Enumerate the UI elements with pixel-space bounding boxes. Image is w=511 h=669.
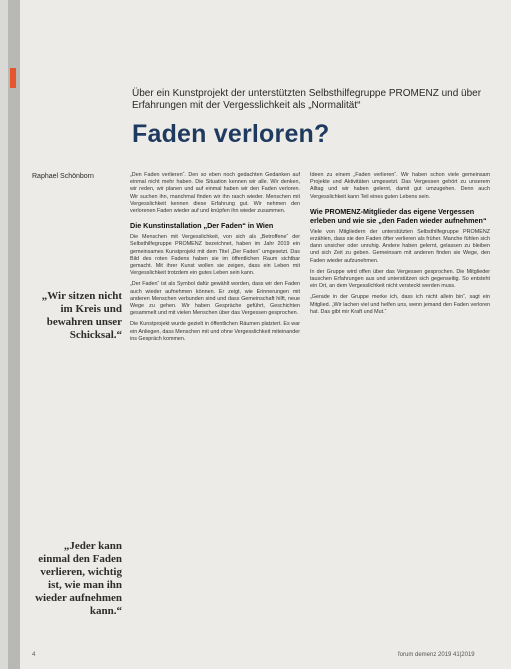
page-number: 4 — [32, 652, 36, 658]
paragraph: Viele von Mitgliedern der unterstützten Selbsthilfegruppe PROMENZ erzählen, dass sie den Faden öfter verlieren als früher. Manche fühlen sich dann unsicher oder unruhig. Andere haben gelernt, gelassen zu bleiben und sich Zeit zu geben. Gemeinsam mit anderen finden sie Wege, den Faden wieder aufzunehmen. — [310, 228, 490, 264]
article-author: Raphael Schönborn — [32, 173, 94, 180]
magazine-page — [8, 0, 511, 669]
article-intro: Über ein Kunstprojekt der unterstützten Selbsthilfegruppe PROMENZ und über Erfahrungen mit der Vergesslichkeit als „Normalität“ — [132, 88, 482, 111]
paragraph: „Gerade in der Gruppe merke ich, dass ich nicht allein bin“, sagt ein Mitglied. „Wir lachen viel und helfen uns, wenn jemand den Faden verloren hat. Das gibt mir Kraft und Mut.“ — [310, 294, 490, 315]
paragraph: Die Kunstprojekt wurde gezielt in öffentlichen Räumen platziert. Es war ein Anliegen, dass Menschen mit und ohne Vergesslichkeit miteinander ins Gespräch kommen. — [130, 321, 300, 342]
accent-marker — [10, 68, 16, 88]
publication-footer: forum demenz 2019 41|2019 — [398, 652, 475, 658]
page-edge-bar — [8, 0, 20, 669]
paragraph: In der Gruppe wird offen über das Vergessen gesprochen. Die Mitglieder tauschen Erfahrungen aus und unterstützen sich gegenseitig. So entsteht ein Ort, an dem Vergesslichkeit nicht versteckt werden muss. — [310, 268, 490, 290]
pull-quote: „Wir sitzen nicht im Kreis und bewahren unser Schicksal.“ — [41, 290, 122, 341]
pull-quote: „Jeder kann einmal den Faden verlieren, wichtig ist, wie man ihn wieder aufnehmen kann.“ — [35, 540, 122, 617]
paragraph: Ideen zu einem „Faden verlieren“. Wir haben schon viele gemeinsam Projekte und Aktivitäten umgesetzt. Das Vergessen gehört zu unserem Alltag und wir haben gelernt, damit gut umzugehen. Denn auch Vergesslichkeit kann Teil eines guten Lebens sein. — [310, 172, 490, 200]
paragraph: „Den Faden verlieren“. Den so eben noch gedachten Gedanken auf einmal nicht mehr haben. Die Situation kennen wir alle. Wir denken, wir reden, wir planen und auf einmal haben wir den Faden verloren. Wir suchen ihn, manchmal finden wir ihn rasch wieder. Menschen mit Vergesslichkeit kennen diese Erfahrung gut. Wir nehmen den verlorenen Faden wieder auf und knüpfen ihn wieder zusammen. — [130, 172, 300, 215]
text-column-1 — [130, 172, 300, 652]
text-column-2 — [310, 172, 490, 652]
article-headline: Faden verloren? — [132, 120, 330, 148]
paragraph: „Der Faden“ ist als Symbol dafür gewählt worden, dass wir den Faden auch wieder aufnehmen können. Er zeigt, wie Erinnerungen mit anderen Menschen verbunden sind und dass Gemeinschaft hilft, neue Wege zu gehen. Wir haben Gespräche geführt, Geschichten gesammelt und mit vielen Menschen über das Vergessen gesprochen. — [130, 281, 300, 317]
section-heading: Die Kunstinstallation „Der Faden“ in Wien — [130, 221, 274, 231]
paragraph: Die Menschen mit Vergesslichkeit, von sich als „Betroffene“ der Selbsthilfegruppe PROMENZ bezeichnet, haben im Jahr 2019 ein gemeinsames Kunstprojekt mit dem Titel „Der Faden“ umgesetzt. Das Bild des roten Fadens haben sie im öffentlichen Raum sichtbar gemacht. Mit ihrer Kunst wollen sie zeigen, dass ein Leben mit Vergesslichkeit trotzdem ein gutes Leben sein kann. — [130, 234, 300, 277]
section-heading: Wie PROMENZ-Mitglieder das eigene Vergessen erleben und wie sie „den Faden wieder aufnehmen“ — [310, 206, 487, 225]
